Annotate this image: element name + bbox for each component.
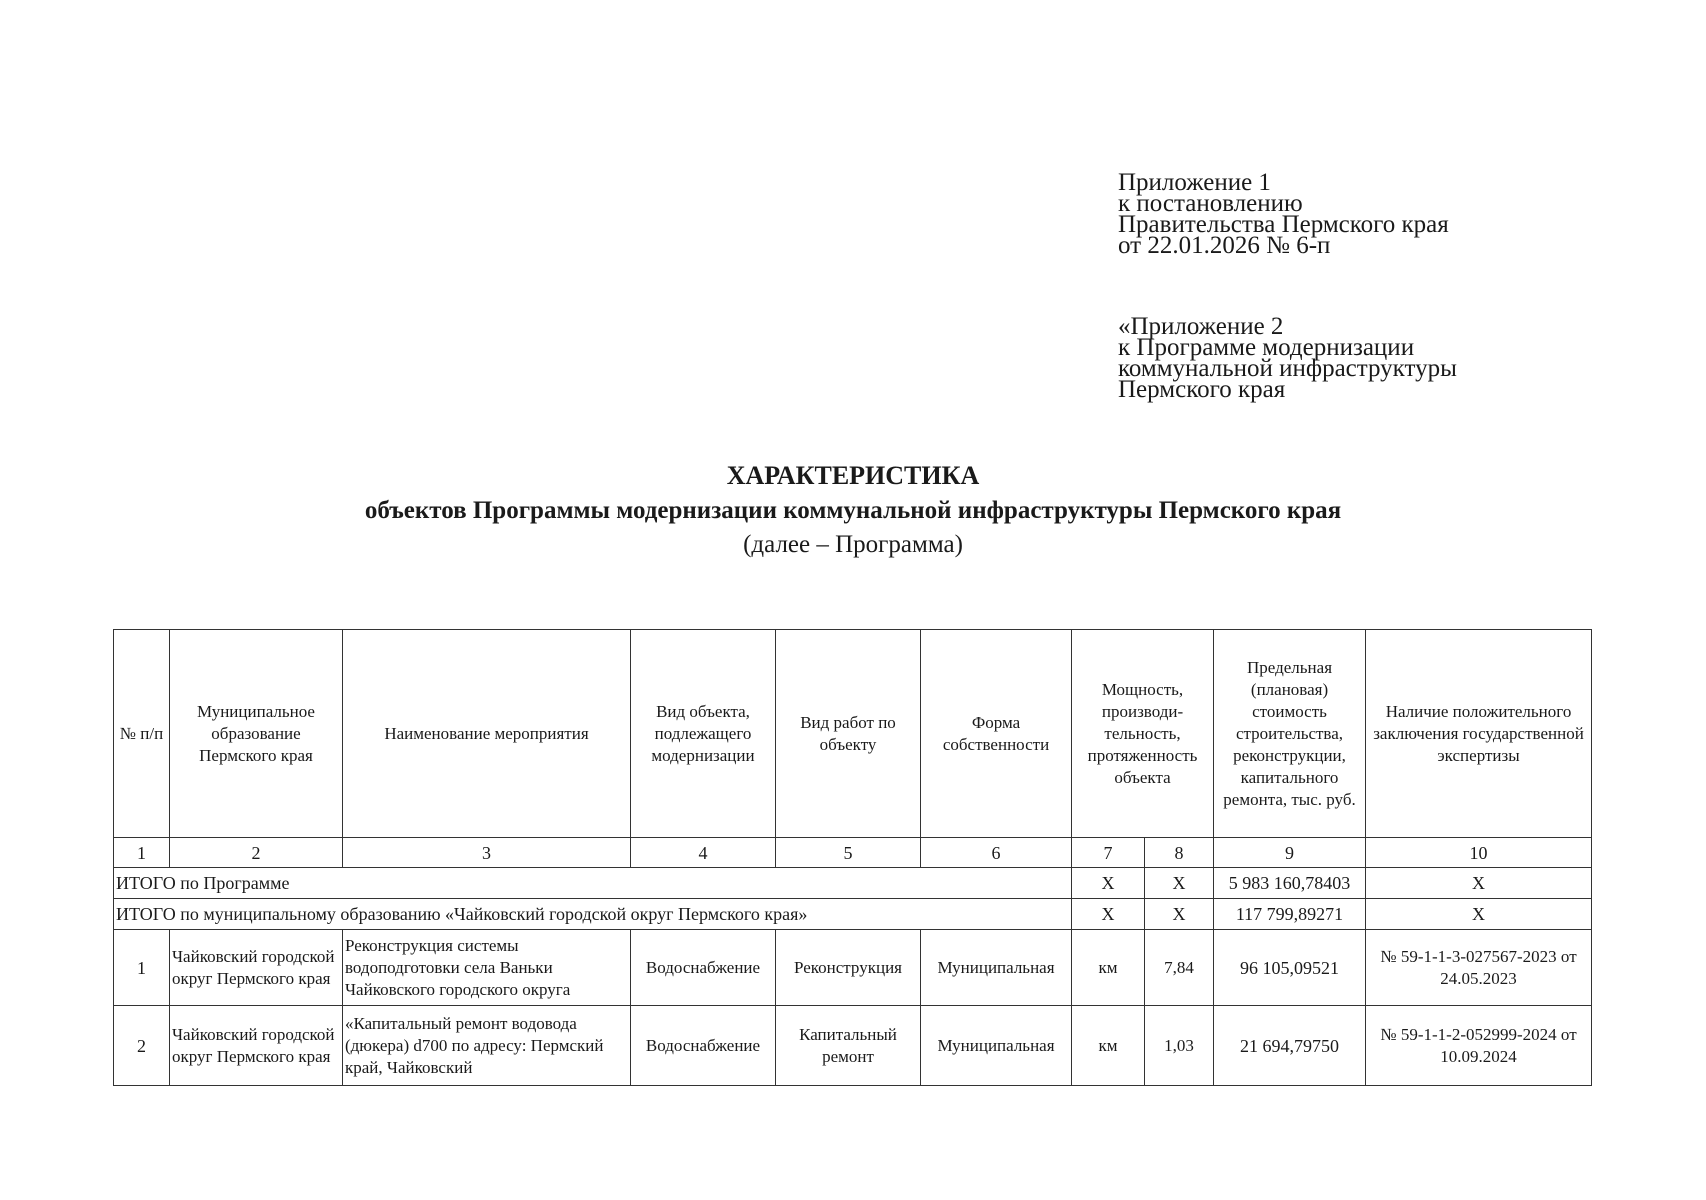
row-capacity: 7,84 [1145,930,1214,1006]
column-number: 1 [114,838,170,868]
appendix-1-line: от 22.01.2026 № 6-п [1118,232,1331,259]
column-number: 9 [1214,838,1366,868]
document-title-note: (далее – Программа) [743,531,963,558]
column-numbers-row [114,838,1592,868]
column-number: 2 [170,838,343,868]
row-ownership: Муниципальная [921,1006,1072,1086]
total-row-municipality [114,899,1592,930]
header-cell-number: № п/п [114,630,170,838]
row-unit: км [1072,930,1145,1006]
row-capacity: 1,03 [1145,1006,1214,1086]
objects-table [113,629,1592,1086]
header-cell-cost: Предельная (плановая) стоимость строительства, реконструкции, капитального ремонта, тыс. руб. [1214,630,1366,838]
row-unit: км [1072,1006,1145,1086]
appendix-1-line: Приложение 1 [1118,169,1271,196]
header-cell-object-type: Вид объекта, подлежащего модернизации [631,630,776,838]
table-row [114,930,1592,1006]
total-label: ИТОГО по муниципальному образованию «Чайковский городской округ Пермского края» [114,899,1072,930]
total-cost: 117 799,89271 [1214,899,1366,930]
appendix-1-block [1118,169,1449,259]
header-cell-capacity: Мощность, производи-тельность, протяженность объекта [1072,630,1214,838]
header-cell-expertise: Наличие положительного заключения государственной экспертизы [1366,630,1592,838]
header-cell-work-type: Вид работ по объекту [776,630,921,838]
total-label: ИТОГО по Программе [114,868,1072,899]
total-cell-x: Х [1072,868,1145,899]
appendix-2-line: Пермского края [1118,376,1286,403]
column-number: 7 [1072,838,1145,868]
document-subtitle: объектов Программы модернизации коммунальной инфраструктуры Пермского края [364,497,1342,524]
appendix-1-line: Правительства Пермского края [1118,211,1449,238]
row-municipality: Чайковский городской округ Пермского края [170,930,343,1006]
document-title: ХАРАКТЕРИСТИКА [726,461,980,490]
row-object-type: Водоснабжение [631,1006,776,1086]
row-name: Реконструкция системы водоподготовки села Ваньки Чайковского городского округа [343,930,631,1006]
row-cost: 21 694,79750 [1214,1006,1366,1086]
total-cell-x: Х [1145,899,1214,930]
total-cell-x: Х [1072,899,1145,930]
appendix-1-line: к постановлению [1118,190,1303,217]
column-number: 8 [1145,838,1214,868]
header-cell-name: Наименование мероприятия [343,630,631,838]
header-cell-municipality: Муниципальное образование Пермского края [170,630,343,838]
row-number: 2 [114,1006,170,1086]
row-work-type: Капитальный ремонт [776,1006,921,1086]
document-title-block [0,458,1706,562]
row-expertise: № 59-1-1-2-052999-2024 от 10.09.2024 [1366,1006,1592,1086]
total-cost: 5 983 160,78403 [1214,868,1366,899]
row-ownership: Муниципальная [921,930,1072,1006]
row-expertise: № 59-1-1-3-027567-2023 от 24.05.2023 [1366,930,1592,1006]
appendix-2-line: к Программе модернизации [1118,334,1415,361]
appendix-2-line: «Приложение 2 [1118,313,1284,340]
row-object-type: Водоснабжение [631,930,776,1006]
total-cell-x: Х [1366,868,1592,899]
column-number: 5 [776,838,921,868]
total-cell-x: Х [1366,899,1592,930]
table-row [114,1006,1592,1086]
column-number: 3 [343,838,631,868]
header-cell-ownership: Форма собственности [921,630,1072,838]
appendix-2-block [1118,313,1457,403]
total-cell-x: Х [1145,868,1214,899]
column-number: 6 [921,838,1072,868]
column-number: 10 [1366,838,1592,868]
row-number: 1 [114,930,170,1006]
row-cost: 96 105,09521 [1214,930,1366,1006]
row-work-type: Реконструкция [776,930,921,1006]
row-name: «Капитальный ремонт водовода (дюкера) d700 по адресу: Пермский край, Чайковский [343,1006,631,1086]
column-number: 4 [631,838,776,868]
appendix-2-line: коммунальной инфраструктуры [1118,355,1457,382]
row-municipality: Чайковский городской округ Пермского края [170,1006,343,1086]
table-header-row [114,630,1592,838]
total-row-program [114,868,1592,899]
